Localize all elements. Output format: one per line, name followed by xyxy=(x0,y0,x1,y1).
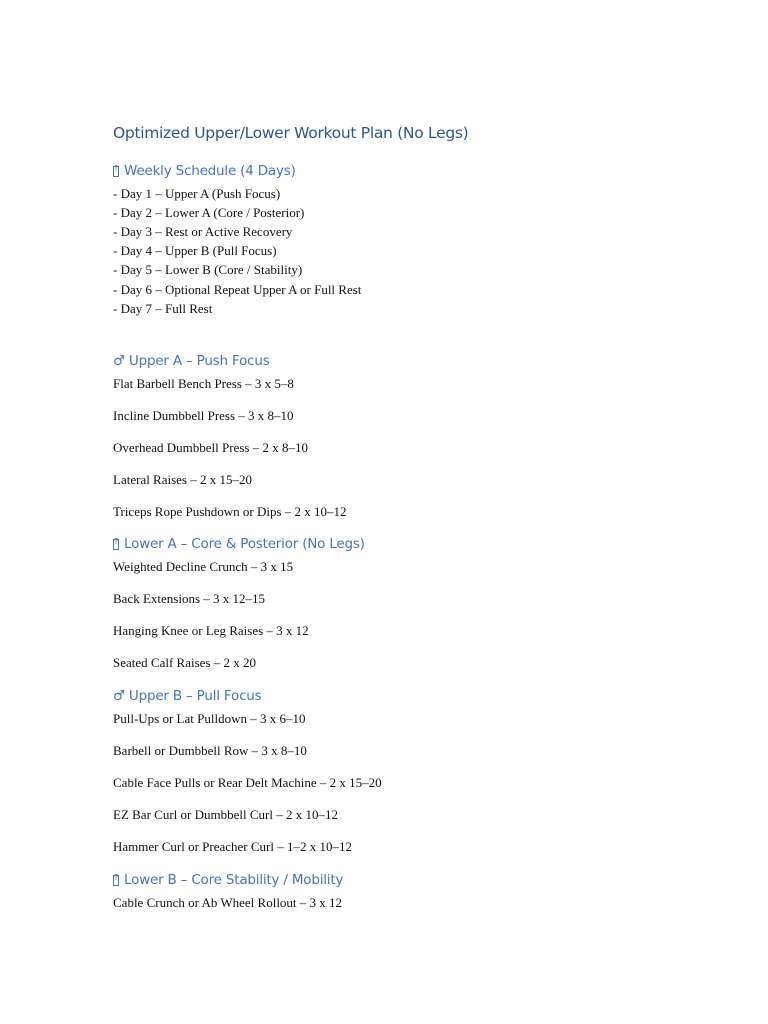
section-heading-text: Upper B – Pull Focus xyxy=(128,688,262,704)
exercise-item: Cable Face Pulls or Rear Delt Machine – 2 x 15–20 xyxy=(113,775,382,790)
list-item: - Day 3 – Rest or Active Recovery xyxy=(113,224,293,239)
section-heading-text: Lower A – Core & Posterior (No Legs) xyxy=(124,536,365,552)
exercise-item: EZ Bar Curl or Dumbbell Curl – 2 x 10–12 xyxy=(113,807,338,822)
exercise-item: Seated Calf Raises – 2 x 20 xyxy=(113,655,256,670)
exercise-item: Barbell or Dumbbell Row – 3 x 8–10 xyxy=(113,743,307,758)
list-item: - Day 5 – Lower B (Core / Stability) xyxy=(113,262,303,277)
missing-glyph-icon xyxy=(113,539,119,550)
exercise-item: Lateral Raises – 2 x 15–20 xyxy=(113,472,252,487)
exercise-item: Flat Barbell Bench Press – 3 x 5–8 xyxy=(113,376,294,391)
missing-glyph-icon xyxy=(113,166,119,177)
section-heading-lower-a xyxy=(113,536,365,552)
document-title: Optimized Upper/Lower Workout Plan (No Legs) xyxy=(113,124,469,142)
section-heading-text: Weekly Schedule (4 Days) xyxy=(124,163,296,179)
section-heading-text: Upper A – Push Focus xyxy=(128,353,270,369)
section-heading-upper-b xyxy=(113,688,261,704)
list-item: - Day 4 – Upper B (Pull Focus) xyxy=(113,243,277,258)
list-item: - Day 1 – Upper A (Push Focus) xyxy=(113,186,281,201)
exercise-item: Weighted Decline Crunch – 3 x 15 xyxy=(113,559,294,574)
exercise-item: Cable Crunch or Ab Wheel Rollout – 3 x 12 xyxy=(113,895,343,910)
missing-glyph-icon xyxy=(113,875,119,886)
section-heading-text: Lower B – Core Stability / Mobility xyxy=(124,872,344,888)
exercise-item: Pull-Ups or Lat Pulldown – 3 x 6–10 xyxy=(113,711,306,726)
exercise-item: Triceps Rope Pushdown or Dips – 2 x 10–12 xyxy=(113,504,347,519)
section-heading-upper-a xyxy=(113,353,270,369)
exercise-item: Incline Dumbbell Press – 3 x 8–10 xyxy=(113,408,294,423)
exercise-item: Back Extensions – 3 x 12–15 xyxy=(113,591,266,606)
exercise-item: Hanging Knee or Leg Raises – 3 x 12 xyxy=(113,623,309,638)
exercise-item: Overhead Dumbbell Press – 2 x 8–10 xyxy=(113,440,308,455)
male-sign-icon: ♂ xyxy=(113,353,125,369)
list-item: - Day 7 – Full Rest xyxy=(113,301,213,316)
section-heading-lower-b xyxy=(113,872,343,888)
exercise-item: Hammer Curl or Preacher Curl – 1–2 x 10–12 xyxy=(113,839,353,854)
section-heading-weekly-schedule xyxy=(113,163,296,179)
list-item: - Day 2 – Lower A (Core / Posterior) xyxy=(113,205,305,220)
male-sign-icon: ♂ xyxy=(113,688,125,704)
list-item: - Day 6 – Optional Repeat Upper A or Full Rest xyxy=(113,282,362,297)
